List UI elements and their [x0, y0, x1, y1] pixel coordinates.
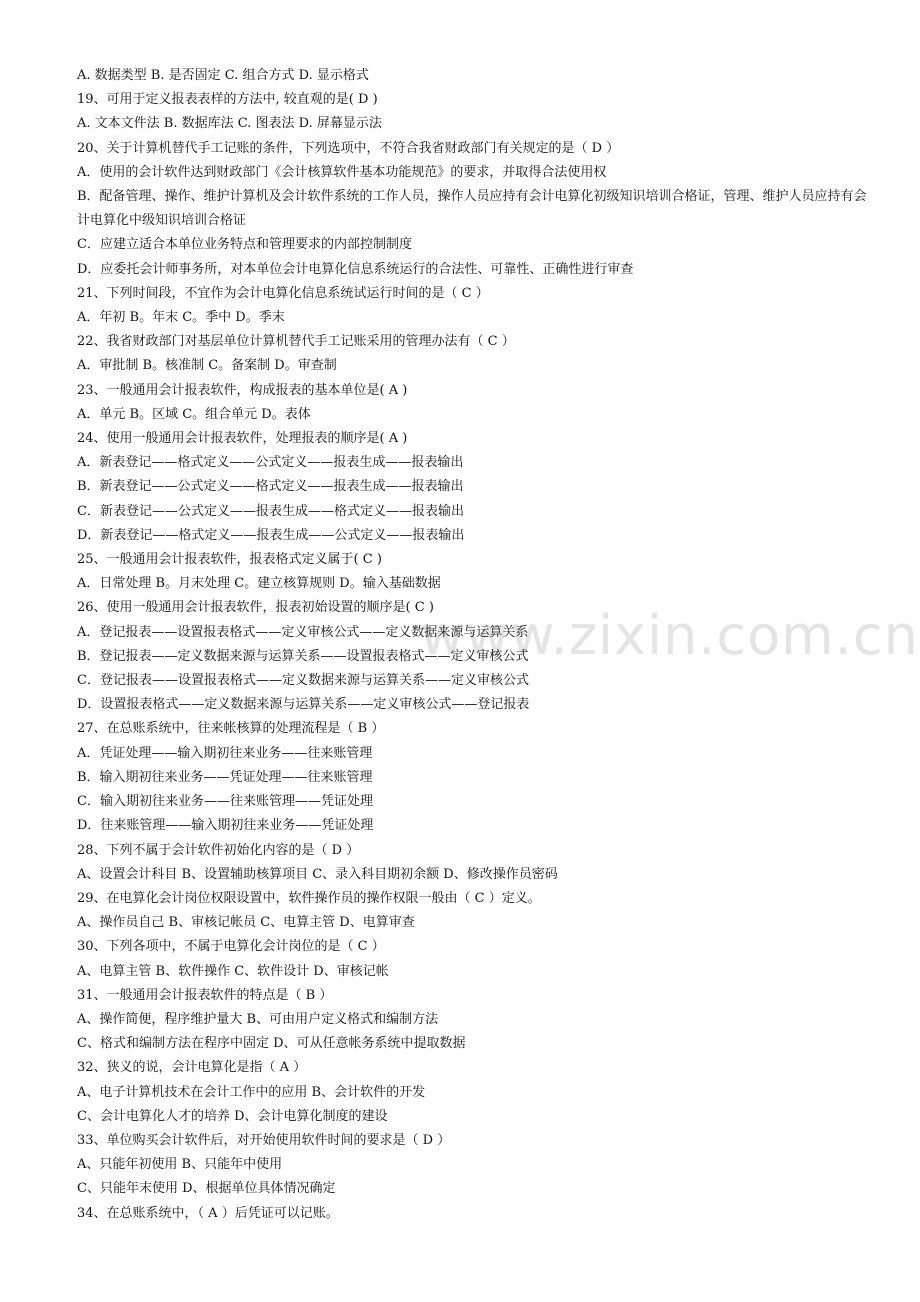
question-line: 31、一般通用会计报表软件的特点是（ B ） [77, 987, 333, 1003]
watermark: www.zixin.com.cn [420, 604, 919, 667]
text-line: A、电算主管 B、软件操作 C、软件设计 D、审核记帐 [77, 963, 389, 979]
question-line: 23、一般通用会计报表软件，构成报表的基本单位是( A ) [77, 382, 408, 398]
text-line: D．应委托会计师事务所，对本单位会计电算化信息系统运行的合法性、可靠性、正确性进行审查 [77, 261, 634, 277]
question-line: 29、在电算化会计岗位权限设置中，软件操作员的操作权限一般由（ C ）定义。 [77, 890, 541, 906]
text-line: A．日常处理 B。月末处理 C。建立核算规则 D。输入基础数据 [77, 576, 441, 592]
question-line: 20、关于计算机替代手工记账的条件，下列选项中，不符合我省财政部门有关规定的是（ D ） [77, 140, 620, 156]
text-line: C、只能年末使用 D、根据单位具体情况确定 [77, 1181, 336, 1197]
text-line: B．登记报表——定义数据来源与运算关系——设置报表格式——定义审核公式 [77, 648, 529, 664]
text-line: C、格式和编制方法在程序中固定 D、可从任意帐务系统中提取数据 [77, 1036, 466, 1052]
text-line: D．往来账管理——输入期初往来业务——凭证处理 [77, 818, 374, 834]
text-line: C．登记报表——设置报表格式——定义数据来源与运算关系——定义审核公式 [77, 673, 529, 689]
question-line: 30、下列各项中，不属于电算化会计岗位的是（ C ） [77, 939, 385, 955]
text-line: D．新表登记——格式定义——报表生成——公式定义——报表输出 [77, 527, 465, 543]
question-line: 34、在总账系统中，（ A ）后凭证可以记账。 [77, 1205, 339, 1221]
text-line: A．新表登记——格式定义——公式定义——报表生成——报表输出 [77, 455, 464, 471]
text-line: A．年初 B。年末 C。季中 D。季末 [77, 310, 285, 326]
text-line: A、操作简便，程序维护量大 B、可由用户定义格式和编制方法 [77, 1011, 439, 1027]
text-line: A. 文本文件法 B. 数据库法 C. 图表法 D. 屏幕显示法 [77, 116, 382, 132]
question-line: 27、在总账系统中，往来帐核算的处理流程是（ B ） [77, 721, 385, 737]
text-line: C．应建立适合本单位业务特点和管理要求的内部控制制度 [77, 237, 412, 253]
text-line: C．新表登记——公式定义——报表生成——格式定义——报表输出 [77, 503, 464, 519]
text-line: A．凭证处理——输入期初往来业务——往来账管理 [77, 745, 373, 761]
question-line: 24、使用一般通用会计报表软件，处理报表的顺序是( A ) [77, 431, 408, 447]
text-line: C．输入期初往来业务——往来账管理——凭证处理 [77, 794, 373, 810]
question-line: 32、狭义的说，会计电算化是指（ A ） [77, 1060, 307, 1076]
text-line: A、设置会计科目 B、设置辅助核算项目 C、录入科目期初余额 D、修改操作员密码 [77, 866, 558, 882]
text-line: A、只能年初使用 B、只能年中使用 [77, 1157, 283, 1173]
text-line: A．审批制 B。核准制 C。备案制 D。审查制 [77, 358, 337, 374]
question-line: 28、下列不属于会计软件初始化内容的是（ D ） [77, 842, 360, 858]
text-line: A．单元 B。区域 C。组合单元 D。表体 [77, 406, 311, 422]
question-line: 19、可用于定义报表表样的方法中, 较直观的是( D ) [77, 92, 378, 108]
text-line: B．配备管理、操作、维护计算机及会计软件系统的工作人员，操作人员应持有会计电算化初级知识培训合格证，管理、维护人员应持有会计电算化中级知识培训合格证 [77, 189, 867, 229]
text-line: A. 数据类型 B. 是否固定 C. 组合方式 D. 显示格式 [77, 68, 369, 83]
text-line: D．设置报表格式——定义数据来源与运算关系——定义审核公式——登记报表 [77, 697, 530, 713]
text-line: A、电子计算机技术在会计工作中的应用 B、会计软件的开发 [77, 1084, 426, 1100]
question-line: 33、单位购买会计软件后，对开始使用软件时间的要求是（ D ） [77, 1132, 451, 1148]
question-line: 22、我省财政部门对基层单位计算机替代手工记账采用的管理办法有（ C ） [77, 334, 515, 350]
text-line: A．登记报表——设置报表格式——定义审核公式——定义数据来源与运算关系 [77, 624, 529, 640]
text-line: C、会计电算化人才的培养 D、会计电算化制度的建设 [77, 1108, 388, 1124]
text-line: A、操作员自己 B、审核记帐员 C、电算主管 D、电算审查 [77, 915, 415, 931]
question-line: 21、下列时间段，不宜作为会计电算化信息系统试运行时间的是（ C ） [77, 285, 489, 301]
text-line: B．输入期初往来业务——凭证处理——往来账管理 [77, 769, 373, 785]
question-line: 25、一般通用会计报表软件，报表格式定义属于( C ) [77, 552, 382, 568]
question-line: 26、使用一般通用会计报表软件，报表初始设置的顺序是( C ) [77, 600, 434, 616]
text-line: B．新表登记——公式定义——格式定义——报表生成——报表输出 [77, 479, 464, 495]
document-page [77, 64, 867, 1226]
text-line: A．使用的会计软件达到财政部门《会计核算软件基本功能规范》的要求，并取得合法使用权 [77, 164, 607, 180]
